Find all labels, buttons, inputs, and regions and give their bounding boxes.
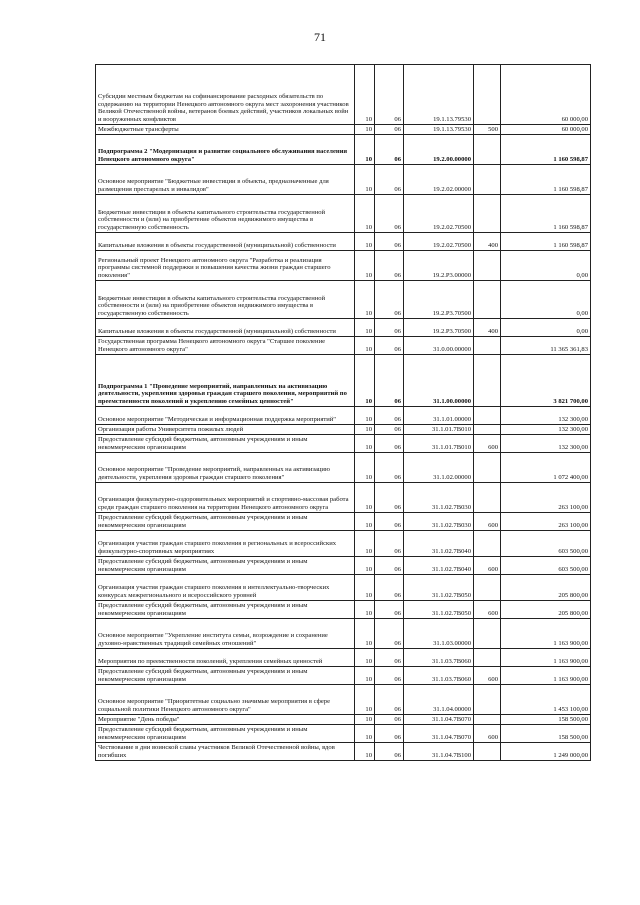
- section-code: 10: [355, 407, 375, 425]
- section-code: 10: [355, 483, 375, 513]
- expense-type-code: 600: [474, 601, 501, 619]
- subsection-code: 06: [375, 425, 404, 435]
- row-name: Капитальные вложения в объекты государственной (муниципальной) собственности: [96, 319, 355, 337]
- row-name: Предоставление субсидий бюджетным, автономным учреждениям и иным некоммерческим организациям: [96, 601, 355, 619]
- table-row: [96, 619, 591, 649]
- subsection-code: 06: [375, 125, 404, 135]
- section-code: 10: [355, 355, 375, 407]
- subsection-code: 06: [375, 743, 404, 761]
- amount: 0,00: [501, 251, 591, 281]
- target-article-code: 31.1.02.7В030: [404, 513, 474, 531]
- row-name: Основное мероприятие "Бюджетные инвестиции в объекты, предназначенные для размещения престарелых и инвалидов": [96, 165, 355, 195]
- table-row: [96, 337, 591, 355]
- subsection-code: 06: [375, 601, 404, 619]
- amount: 205 800,00: [501, 601, 591, 619]
- subsection-code: 06: [375, 407, 404, 425]
- row-name: Предоставление субсидий бюджетным, автономным учреждениям и иным некоммерческим организациям: [96, 435, 355, 453]
- expense-type-code: [474, 743, 501, 761]
- row-name: Организация участия граждан старшего поколения в интеллектуально-творческих конкурсах межрегионального и всероссийского уровней: [96, 575, 355, 601]
- target-article-code: 31.1.00.00000: [404, 355, 474, 407]
- target-article-code: 31.1.02.7В050: [404, 575, 474, 601]
- row-name: Капитальные вложения в объекты государственной (муниципальной) собственности: [96, 233, 355, 251]
- subsection-code: 06: [375, 483, 404, 513]
- expense-type-code: [474, 355, 501, 407]
- subsection-code: 06: [375, 355, 404, 407]
- expense-type-code: [474, 715, 501, 725]
- table-row: [96, 251, 591, 281]
- section-code: 10: [355, 557, 375, 575]
- expense-type-code: [474, 531, 501, 557]
- table-row: [96, 575, 591, 601]
- table-row: [96, 601, 591, 619]
- target-article-code: 31.1.04.00000: [404, 685, 474, 715]
- subsection-code: 06: [375, 557, 404, 575]
- page-number: 71: [314, 30, 326, 44]
- amount: 1 160 598,87: [501, 135, 591, 165]
- amount: 1 163 900,00: [501, 619, 591, 649]
- table-row: [96, 743, 591, 761]
- section-code: 10: [355, 65, 375, 125]
- amount: 132 300,00: [501, 435, 591, 453]
- table-row: [96, 667, 591, 685]
- target-article-code: 31.1.02.00000: [404, 453, 474, 483]
- row-name: Основное мероприятие "Проведение мероприятий, направленных на активизацию деятельности, укрепления здоровья граждан старшего поколения": [96, 453, 355, 483]
- amount: 60 000,00: [501, 125, 591, 135]
- section-code: 10: [355, 435, 375, 453]
- subsection-code: 06: [375, 685, 404, 715]
- amount: 0,00: [501, 319, 591, 337]
- table-row: [96, 65, 591, 125]
- amount: 1 072 400,00: [501, 453, 591, 483]
- section-code: 10: [355, 233, 375, 251]
- row-name: Бюджетные инвестиции в объекты капитального строительства государственной собственности и (или) на приобретение объектов недвижимого имущества в государственную собственность: [96, 195, 355, 233]
- subsection-code: 06: [375, 531, 404, 557]
- amount: 132 300,00: [501, 425, 591, 435]
- target-article-code: 31.1.01.7В010: [404, 435, 474, 453]
- section-code: 10: [355, 319, 375, 337]
- section-code: 10: [355, 281, 375, 319]
- row-name: Основное мероприятие "Укрепление института семьи, возрождение и сохранение духовно-нравственных традиций семейных отношений": [96, 619, 355, 649]
- table-row: [96, 407, 591, 425]
- section-code: 10: [355, 715, 375, 725]
- section-code: 10: [355, 531, 375, 557]
- table-row: [96, 281, 591, 319]
- expense-type-code: 400: [474, 233, 501, 251]
- row-name: Предоставление субсидий бюджетным, автономным учреждениям и иным некоммерческим организациям: [96, 725, 355, 743]
- subsection-code: 06: [375, 667, 404, 685]
- row-name: Предоставление субсидий бюджетным, автономным учреждениям и иным некоммерческим организациям: [96, 557, 355, 575]
- row-name: Организация участия граждан старшего поколения в региональных и всероссийских физкультурно-спортивных мероприятиях: [96, 531, 355, 557]
- subsection-code: 06: [375, 435, 404, 453]
- expense-type-code: [474, 195, 501, 233]
- expense-type-code: [474, 619, 501, 649]
- amount: 1 160 598,87: [501, 165, 591, 195]
- expense-type-code: [474, 165, 501, 195]
- row-name: Бюджетные инвестиции в объекты капитального строительства государственной собственности и (или) на приобретение объектов недвижимого имущества в государственную собственность: [96, 281, 355, 319]
- subsection-code: 06: [375, 281, 404, 319]
- row-name: Межбюджетные трансферты: [96, 125, 355, 135]
- expense-type-code: [474, 483, 501, 513]
- section-code: 10: [355, 601, 375, 619]
- target-article-code: 31.1.02.7В050: [404, 601, 474, 619]
- section-code: 10: [355, 425, 375, 435]
- target-article-code: 19.2.P3.70500: [404, 319, 474, 337]
- table-row: [96, 557, 591, 575]
- expense-type-code: [474, 649, 501, 667]
- section-code: 10: [355, 195, 375, 233]
- section-code: 10: [355, 337, 375, 355]
- table-row: [96, 531, 591, 557]
- amount: 132 300,00: [501, 407, 591, 425]
- expense-type-code: 600: [474, 513, 501, 531]
- row-name: Организация работы Университета пожилых людей: [96, 425, 355, 435]
- budget-table: [95, 64, 591, 761]
- table-row: [96, 685, 591, 715]
- section-code: 10: [355, 125, 375, 135]
- table-row: [96, 195, 591, 233]
- subsection-code: 06: [375, 251, 404, 281]
- section-code: 10: [355, 513, 375, 531]
- subsection-code: 06: [375, 233, 404, 251]
- target-article-code: 19.2.P3.00000: [404, 251, 474, 281]
- expense-type-code: 600: [474, 667, 501, 685]
- target-article-code: 19.1.13.79530: [404, 125, 474, 135]
- table-row: [96, 649, 591, 667]
- row-name: Предоставление субсидий бюджетным, автономным учреждениям и иным некоммерческим организациям: [96, 513, 355, 531]
- subsection-code: 06: [375, 135, 404, 165]
- target-article-code: 31.1.01.00000: [404, 407, 474, 425]
- row-name: Предоставление субсидий бюджетным, автономным учреждениям и иным некоммерческим организациям: [96, 667, 355, 685]
- target-article-code: 31.1.02.7В040: [404, 531, 474, 557]
- amount: 1 163 900,00: [501, 667, 591, 685]
- expense-type-code: [474, 251, 501, 281]
- amount: 1 453 100,00: [501, 685, 591, 715]
- amount: 60 000,00: [501, 65, 591, 125]
- table-row: [96, 125, 591, 135]
- subsection-code: 06: [375, 165, 404, 195]
- amount: 1 249 000,00: [501, 743, 591, 761]
- section-code: 10: [355, 135, 375, 165]
- amount: 0,00: [501, 281, 591, 319]
- target-article-code: 19.2.P3.70500: [404, 281, 474, 319]
- target-article-code: 19.2.02.00000: [404, 165, 474, 195]
- table-row: [96, 435, 591, 453]
- amount: 205 800,00: [501, 575, 591, 601]
- subsection-code: 06: [375, 319, 404, 337]
- amount: 1 163 900,00: [501, 649, 591, 667]
- subsection-code: 06: [375, 195, 404, 233]
- expense-type-code: [474, 407, 501, 425]
- target-article-code: 31.1.03.00000: [404, 619, 474, 649]
- target-article-code: 31.1.03.7В060: [404, 667, 474, 685]
- target-article-code: 31.1.04.7В070: [404, 725, 474, 743]
- subsection-code: 06: [375, 337, 404, 355]
- amount: 158 500,00: [501, 715, 591, 725]
- row-name: Мероприятие "День победы": [96, 715, 355, 725]
- expense-type-code: 400: [474, 319, 501, 337]
- row-name: Основное мероприятие "Методическая и информационная поддержка мероприятий": [96, 407, 355, 425]
- table-row: [96, 453, 591, 483]
- target-article-code: 31.1.04.7В100: [404, 743, 474, 761]
- amount: 603 500,00: [501, 557, 591, 575]
- amount: 263 100,00: [501, 483, 591, 513]
- section-code: 10: [355, 685, 375, 715]
- expense-type-code: [474, 425, 501, 435]
- section-code: 10: [355, 649, 375, 667]
- section-code: 10: [355, 725, 375, 743]
- table-row: [96, 725, 591, 743]
- expense-type-code: [474, 65, 501, 125]
- row-name: Основное мероприятие "Приоритетные социально значимые мероприятия в сфере социальной политики Ненецкого автономного округа": [96, 685, 355, 715]
- section-code: 10: [355, 165, 375, 195]
- expense-type-code: [474, 281, 501, 319]
- subsection-code: 06: [375, 715, 404, 725]
- subsection-code: 06: [375, 513, 404, 531]
- table-row: [96, 135, 591, 165]
- expense-type-code: [474, 135, 501, 165]
- row-name: Субсидии местным бюджетам на софинансирование расходных обязательств по содержанию на территории Ненецкого автономного округа мест захоронения участников Великой Отечественной войны, ветеранов боевых действий, участников локальных войн и вооруженных конфликтов: [96, 65, 355, 125]
- target-article-code: 31.1.04.7В070: [404, 715, 474, 725]
- row-name: Организация физкультурно-оздоровительных мероприятий и спортивно-массовая работа среди граждан старшего поколения на территории Ненецкого автономного округа: [96, 483, 355, 513]
- row-name: Чествование в дни воинской славы участников Великой Отечественной войны, вдов погибших: [96, 743, 355, 761]
- section-code: 10: [355, 453, 375, 483]
- row-name: Подпрограмма 1 "Проведение мероприятий, направленных на активизацию деятельности, укрепления здоровья граждан старшего поколения, мероприятий по преемственности поколений и укреплению семейных ценностей": [96, 355, 355, 407]
- subsection-code: 06: [375, 453, 404, 483]
- section-code: 10: [355, 667, 375, 685]
- table-row: [96, 425, 591, 435]
- table-row: [96, 319, 591, 337]
- target-article-code: 31.1.02.7В040: [404, 557, 474, 575]
- target-article-code: 19.1.13.79530: [404, 65, 474, 125]
- subsection-code: 06: [375, 65, 404, 125]
- subsection-code: 06: [375, 619, 404, 649]
- table-row: [96, 165, 591, 195]
- amount: 11 365 361,83: [501, 337, 591, 355]
- row-name: Региональный проект Ненецкого автономного округа "Разработка и реализация программы системной поддержки и повышения качества жизни граждан старшего поколения": [96, 251, 355, 281]
- table-row: [96, 715, 591, 725]
- section-code: 10: [355, 251, 375, 281]
- amount: 158 500,00: [501, 725, 591, 743]
- target-article-code: 31.1.01.7В010: [404, 425, 474, 435]
- table-row: [96, 483, 591, 513]
- expense-type-code: [474, 453, 501, 483]
- subsection-code: 06: [375, 725, 404, 743]
- target-article-code: 19.2.00.00000: [404, 135, 474, 165]
- subsection-code: 06: [375, 575, 404, 601]
- target-article-code: 31.0.00.00000: [404, 337, 474, 355]
- expense-type-code: [474, 337, 501, 355]
- target-article-code: 19.2.02.70500: [404, 195, 474, 233]
- section-code: 10: [355, 743, 375, 761]
- amount: 603 500,00: [501, 531, 591, 557]
- section-code: 10: [355, 575, 375, 601]
- row-name: Мероприятия по преемственности поколений, укрепления семейных ценностей: [96, 649, 355, 667]
- table-row: [96, 233, 591, 251]
- amount: 3 821 700,00: [501, 355, 591, 407]
- expense-type-code: [474, 685, 501, 715]
- section-code: 10: [355, 619, 375, 649]
- table-row: [96, 355, 591, 407]
- target-article-code: 31.1.03.7В060: [404, 649, 474, 667]
- subsection-code: 06: [375, 649, 404, 667]
- amount: 1 160 598,87: [501, 233, 591, 251]
- row-name: Государственная программа Ненецкого автономного округа "Старшее поколение Ненецкого автономного округа": [96, 337, 355, 355]
- expense-type-code: [474, 575, 501, 601]
- target-article-code: 31.1.02.7В030: [404, 483, 474, 513]
- amount: 263 100,00: [501, 513, 591, 531]
- expense-type-code: 500: [474, 125, 501, 135]
- expense-type-code: 600: [474, 557, 501, 575]
- row-name: Подпрограмма 2 "Модернизация и развитие социального обслуживания населения Ненецкого автономного округа": [96, 135, 355, 165]
- expense-type-code: 600: [474, 435, 501, 453]
- table-row: [96, 513, 591, 531]
- expense-type-code: 600: [474, 725, 501, 743]
- target-article-code: 19.2.02.70500: [404, 233, 474, 251]
- amount: 1 160 598,87: [501, 195, 591, 233]
